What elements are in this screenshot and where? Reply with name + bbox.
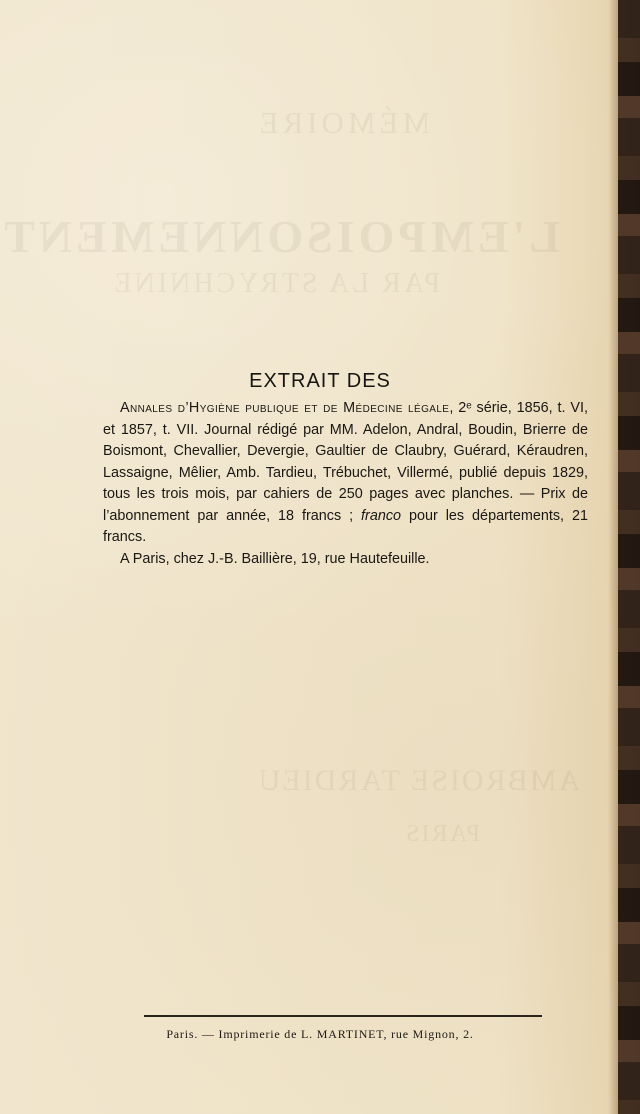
imprint-line: Paris. — Imprimerie de L. MARTINET, rue Mignon, 2. <box>166 1027 474 1041</box>
body-tail: pour les départements, 21 francs. <box>103 507 588 545</box>
page-edge <box>618 0 640 1114</box>
franco-text: franco <box>361 507 402 524</box>
document-body <box>103 398 588 570</box>
ghost-text-3: PAR LA STRYCHNINE <box>111 268 440 299</box>
ghost-text-1: MÉMOIRE <box>255 105 430 140</box>
document-title: EXTRAIT DES <box>249 370 391 392</box>
ghost-text-4: AMBROISE TARDIEU <box>256 764 580 797</box>
ghost-text-2: L'EMPOISONNEMENT <box>0 211 560 262</box>
main-paragraph <box>103 398 588 549</box>
horizontal-rule <box>144 1015 542 1017</box>
body-text: , 2ᵉ série, 1856, t. VI, et 1857, t. VII. Journal rédigé par MM. Adelon, Andral, Boudin, Brierre de Boismont, Chevallier, Devergie, Gaultier de Claubry, Guérard, Kéraudren, Lassaigne, Mêlier, Amb. Tardieu, Trébuchet, Villermé, publié depuis 1829, tous les trois mois, par cahiers de 250 pages avec planches. — Prix de l’abonnement par année, 18 francs ; <box>103 400 588 524</box>
ghost-text-5: PARIS <box>404 821 480 847</box>
annales-label: Annales d’Hygiène publique et de Médecine légale <box>120 400 450 416</box>
address-line: A Paris, chez J.-B. Baillière, 19, rue Hautefeuille. <box>120 550 430 567</box>
